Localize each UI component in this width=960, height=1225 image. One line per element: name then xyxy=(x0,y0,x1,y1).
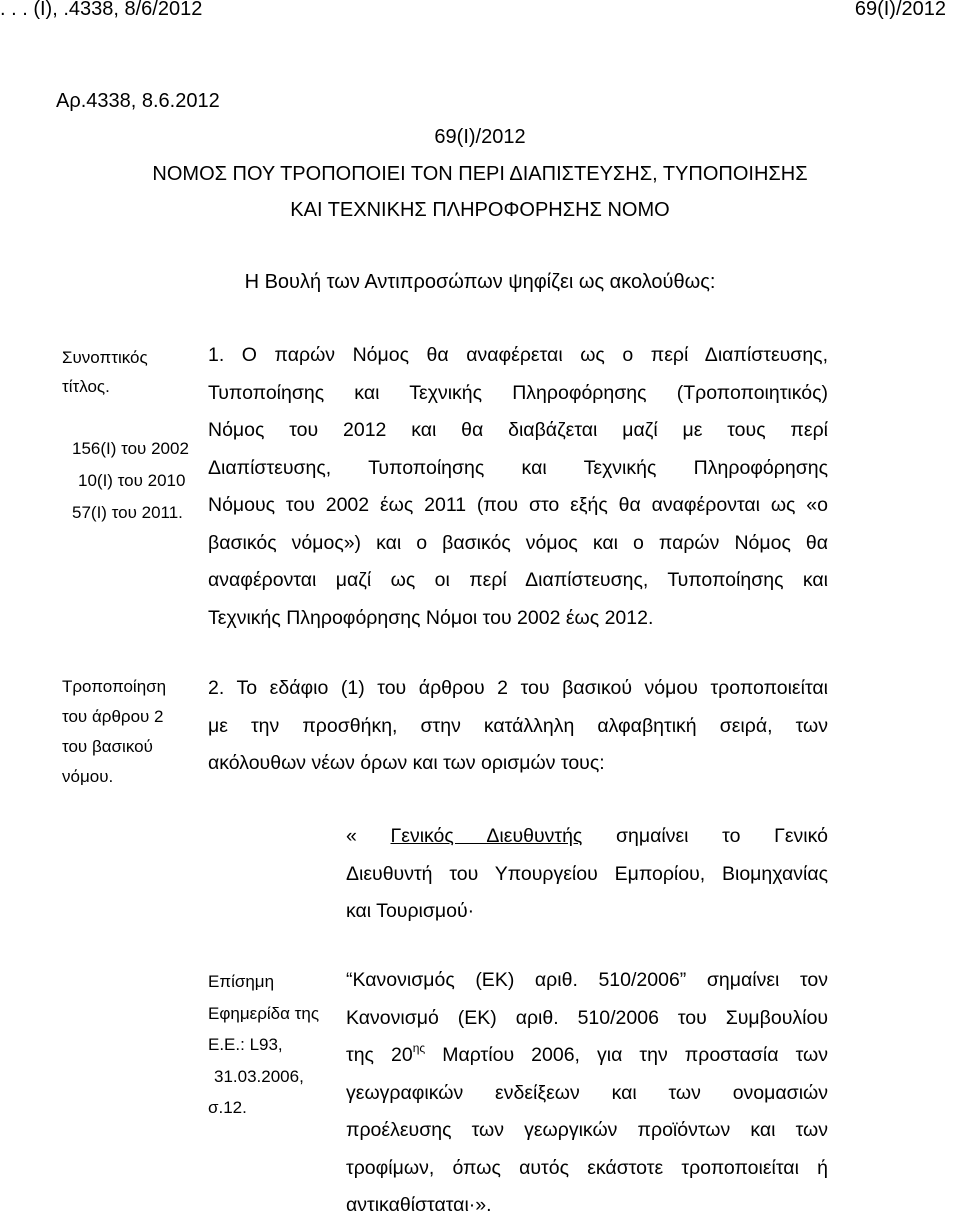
margin-short-title-line-1: Συνοπτικός xyxy=(62,348,148,367)
section-1-line: βασικός νόμος») και ο βασικός νόμος και ο παρών Νόμος θα xyxy=(208,531,828,554)
margin-official-journal xyxy=(208,966,319,1124)
margin-ref: 57(Ι) του 2011. xyxy=(72,503,183,522)
definition-2-text: της 20 xyxy=(346,1044,413,1066)
gazette-issue: Αρ.4338, 8.6.2012 xyxy=(56,90,220,112)
ordinal-superscript: ης xyxy=(412,1041,426,1055)
margin-amendment-line: του άρθρου 2 xyxy=(62,707,164,726)
section-1-line: Τεχνικής Πληροφόρησης Νόμοι του 2002 έως 2012. xyxy=(208,606,654,629)
section-1-line: Νόμος του 2012 και θα διαβάζεται μαζί με τους περί xyxy=(208,419,828,441)
section-1-line: Τυποποίησης και Τεχνικής Πληροφόρησης (Τροποποιητικός) xyxy=(208,381,828,404)
margin-journal-line: Εφημερίδα της xyxy=(208,1003,320,1023)
section-2-line: ακόλουθων νέων όρων και των ορισμών τους: xyxy=(208,752,605,774)
defined-term: Γενικός Διευθυντής xyxy=(390,825,583,847)
margin-journal-line: Επίσημη xyxy=(208,972,275,991)
open-quote: « xyxy=(346,825,357,847)
definition-2-line: αντικαθίσταται·». xyxy=(346,1194,492,1216)
section-2-line: με την προσθήκη, στην κατάλληλη αλφαβητική σειρά, των xyxy=(208,714,828,737)
margin-journal-line: σ.12. xyxy=(208,1098,247,1117)
margin-journal-line: 31.03.2006, xyxy=(214,1066,304,1086)
section-1-paragraph xyxy=(208,337,828,637)
definition-2-line-3 xyxy=(346,1037,828,1075)
definition-regulation-510-2006 xyxy=(346,962,828,1225)
enactment-clause: Η Βουλή των Αντιπροσώπων ψηφίζει ως ακολούθως: xyxy=(244,271,716,293)
definition-2-line: Κανονισμό (ΕΚ) αριθ. 510/2006 του Συμβουλίου xyxy=(346,1006,828,1029)
law-title-line-2: ΚΑΙ ΤΕΧΝΙΚΗΣ ΠΛΗΡΟΦΟΡΗΣΗΣ ΝΟΜΟ xyxy=(290,199,670,221)
section-1-line: αναφέρονται μαζί ως οι περί Διαπίστευσης, Τυποποίησης και xyxy=(208,569,828,591)
definition-1-line-1 xyxy=(346,818,828,856)
section-2-line: 2. Το εδάφιο (1) του άρθρου 2 του βασικού νόμου τροποποιείται xyxy=(208,677,828,699)
page-header-right: 69(I)/2012 xyxy=(854,0,946,20)
section-1-line: Διαπίστευσης, Τυποποίησης και Τεχνικής Πληροφόρησης xyxy=(208,456,828,479)
definition-2-line: “Κανονισμός (ΕΚ) αριθ. 510/2006” σημαίνει τον xyxy=(346,969,828,991)
definition-2-line: τροφίμων, όπως αυτός εκάστοτε τροποποιείται ή xyxy=(346,1156,828,1179)
definition-2-line: προέλευσης των γεωργικών προϊόντων και των xyxy=(346,1119,828,1141)
definition-general-director xyxy=(346,818,828,931)
page-header-left: . . . (I), .4338, 8/6/2012 xyxy=(0,0,203,20)
definition-2-line: γεωγραφικών ενδείξεων και των ονομασιών xyxy=(346,1081,828,1104)
margin-amendment-note xyxy=(62,672,166,792)
section-1-line: Νόμους του 2002 έως 2011 (που στο εξής θα αναφέρονται ως «ο xyxy=(208,494,828,516)
margin-amendment-line: νόμου. xyxy=(62,767,114,786)
margin-short-title-line-2: τίτλος. xyxy=(62,377,110,396)
margin-short-title xyxy=(62,343,148,401)
section-1-line: 1. Ο παρών Νόμος θα αναφέρεται ως ο περί Διαπίστευσης, xyxy=(208,344,828,366)
law-title-line-1: ΝΟΜΟΣ ΠΟΥ ΤΡΟΠΟΠΟΙΕΙ ΤΟΝ ΠΕΡΙ ΔΙΑΠΙΣΤΕΥΣΗΣ, ΤΥΠΟΠΟΙΗΣΗΣ xyxy=(152,163,808,185)
definition-1-text: σημαίνει το Γενικό xyxy=(616,825,828,847)
section-2-paragraph xyxy=(208,670,828,783)
margin-amendment-line: του βασικού xyxy=(62,737,153,756)
margin-journal-line: Ε.Ε.: L93, xyxy=(208,1035,283,1054)
definition-1-line-2: Διευθυντή του Υπουργείου Εμπορίου, Βιομηχανίας xyxy=(346,862,828,885)
definition-2-text: Μαρτίου 2006, για την προστασία των xyxy=(425,1044,828,1066)
margin-amendment-line: Τροποποίηση xyxy=(62,677,167,696)
law-number: 69(Ι)/2012 xyxy=(434,126,526,148)
margin-law-references xyxy=(72,433,189,529)
margin-ref: 156(Ι) του 2002 xyxy=(72,439,189,458)
margin-ref: 10(Ι) του 2010 xyxy=(78,471,186,490)
definition-1-line-3: και Τουρισμού· xyxy=(346,900,475,922)
